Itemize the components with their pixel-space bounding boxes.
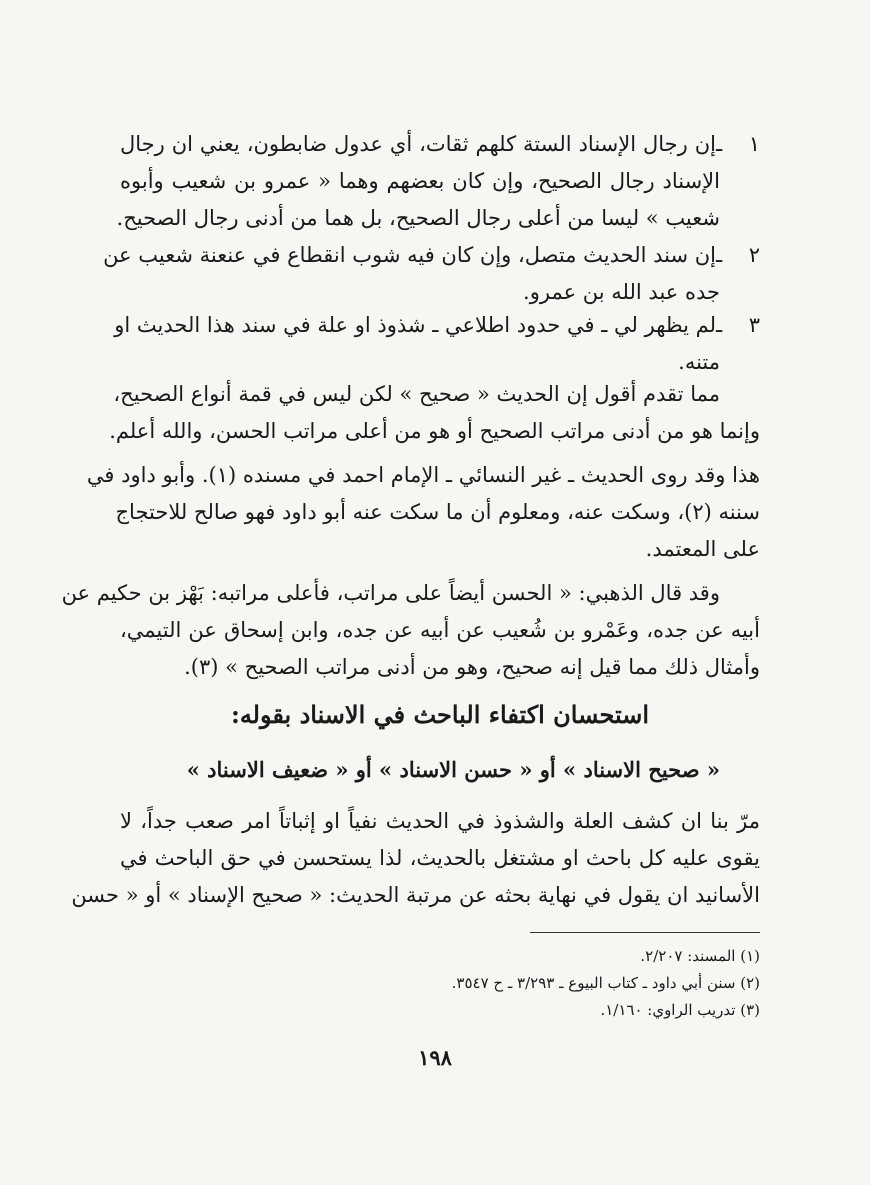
footnote-divider: [530, 932, 760, 933]
list-item-2: [103, 237, 760, 311]
paragraph-isnad-advice: [71, 803, 760, 914]
paragraph-line: أبيه عن جده، وعَمْرو بن شُعيب عن أبيه عن جده، وابن إسحاق عن التيمي،: [120, 618, 760, 642]
footnote-1: (١) المسند: ٢/٢٠٧.: [640, 947, 760, 965]
list-item-line: ٣ ـلم يظهر لي ـ في حدود اطلاعي ـ شذوذ او علة في سند هذا الحديث او: [120, 307, 760, 344]
paragraph-line: مرّ بنا ان كشف العلة والشذوذ في الحديث نفياً او إثباتاً امر صعب جداً، لا: [120, 809, 760, 833]
paragraph-other-narrations: [86, 457, 760, 568]
paragraph-line: الأسانيد ان يقول في نهاية بحثه عن مرتبة الحديث: « صحيح الإسناد » أو « حسن: [71, 883, 760, 907]
list-item-line: شعيب » ليسا من أعلى رجال الصحيح، بل هما من أدنى رجال الصحيح.: [116, 206, 720, 230]
list-item-line: متنه.: [678, 350, 720, 374]
paragraph-line: مما تقدم أقول إن الحديث « صحيح » لكن ليس في قمة أنواع الصحيح،: [113, 382, 720, 406]
paragraph-line: يقوى عليه كل باحث او مشتغل بالحديث، لذا يستحسن في حق الباحث في: [120, 846, 760, 870]
paragraph-line: وأمثال ذلك مما قيل إنه صحيح، وهو من أدنى مراتب الصحيح » (٣).: [184, 655, 760, 679]
list-item-line: ٢ ـإن سند الحديث متصل، وإن كان فيه شوب انقطاع في عنعنة شعيب عن: [120, 237, 760, 274]
section-subheading: « صحيح الاسناد » أو « حسن الاسناد » أو « ضعيف الاسناد »: [186, 757, 720, 782]
page-number: ١٩٨: [418, 1045, 452, 1070]
footnote-2: (٢) سنن أبي داود ـ كتاب البيوع ـ ٣/٢٩٣ ـ ح ٣٥٤٧.: [451, 974, 760, 992]
paragraph-line: هذا وقد روى الحديث ـ غير النسائي ـ الإمام احمد في مسنده (١). وأبو داود في: [86, 463, 760, 487]
paragraph-conclusion: [109, 376, 760, 450]
paragraph-line: وإنما هو من أدنى مراتب الصحيح أو هو من أعلى مراتب الحسن، والله أعلم.: [109, 419, 760, 443]
paragraph-dhahabi-quote: [61, 575, 760, 686]
list-item-1: [116, 126, 760, 237]
section-heading: استحسان اكتفاء الباحث في الاسناد بقوله:: [230, 700, 650, 729]
item-number: ٢ ـ: [716, 243, 760, 267]
paragraph-line: على المعتمد.: [645, 537, 760, 561]
footnote-3: (٣) تدريب الراوي: ١/١٦٠.: [600, 1001, 760, 1019]
list-item-3: [114, 307, 760, 381]
list-item-line: جده عبد الله بن عمرو.: [523, 280, 720, 304]
list-item-line: ١ ـإن رجال الإسناد الستة كلهم ثقات، أي عدول ضابطون، يعني ان رجال: [120, 126, 760, 163]
paragraph-line: وقد قال الذهبي: « الحسن أيضاً على مراتب، فأعلى مراتبه: بَهْز بن حكيم عن: [61, 581, 720, 605]
item-number: ٣ ـ: [716, 313, 760, 337]
item-number: ١ ـ: [716, 132, 760, 156]
list-item-line: الإسناد رجال الصحيح، وإن كان بعضهم وهما « عمرو بن شعيب وأبوه: [120, 169, 720, 193]
paragraph-line: سننه (٢)، وسكت عنه، ومعلوم أن ما سكت عنه أبو داود فهو صالح للاحتجاج: [115, 500, 760, 524]
